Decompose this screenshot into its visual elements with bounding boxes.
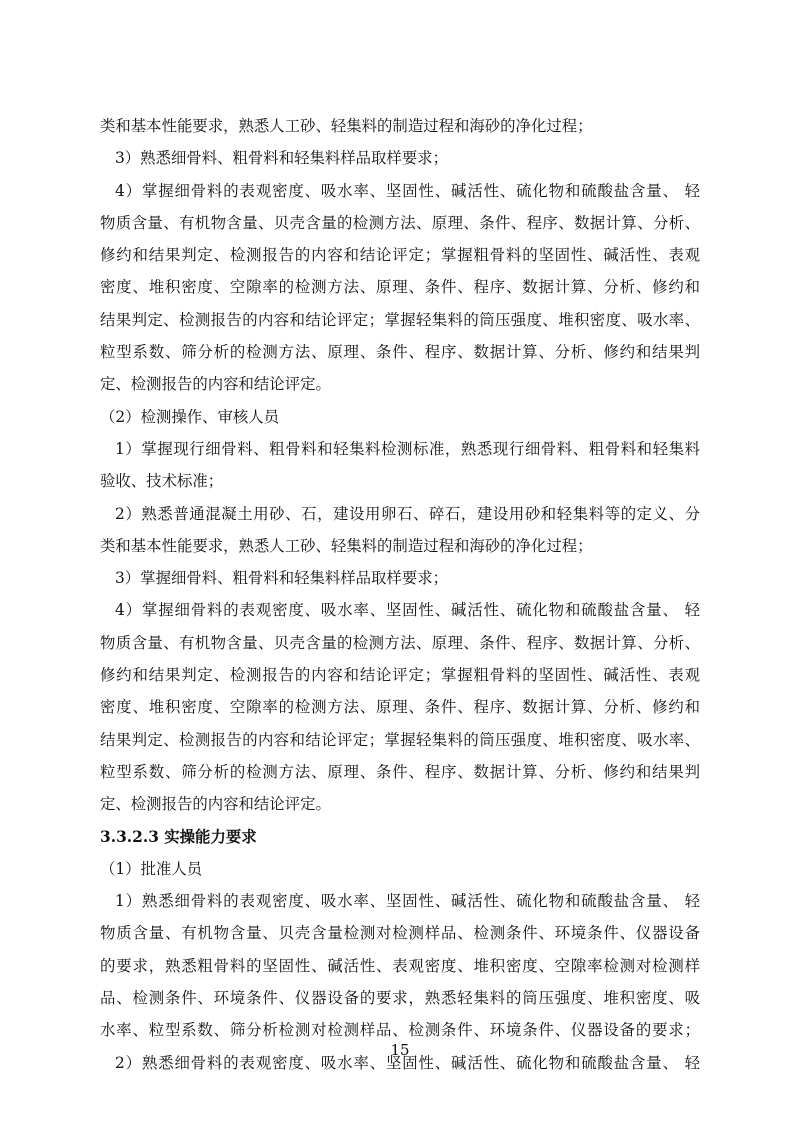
text-line: 物质含量、有机物含量、贝壳含量检测对检测样品、检测条件、环境条件、仪器设备 [100, 924, 700, 943]
text-line: 粒型系数、筛分析的检测方法、原理、条件、程序、数据计算、分析、修约和结果判 [100, 343, 700, 362]
text-line: 3）掌握细骨料、粗骨料和轻集料样品取样要求； [115, 569, 448, 588]
text-line: 1）熟悉细骨料的表观密度、吸水率、坚固性、碱活性、硫化物和硫酸盐含量、 轻 [115, 892, 700, 911]
body-text [100, 110, 700, 1079]
text-line: 水率、粒型系数、筛分析检测对检测样品、检测条件、环境条件、仪器设备的要求； [100, 1021, 700, 1040]
text-line: 物质含量、有机物含量、贝壳含量的检测方法、原理、条件、程序、数据计算、分析、 [100, 213, 700, 232]
text-line: 密度、堆积密度、空隙率的检测方法、原理、条件、程序、数据计算、分析、修约和 [100, 278, 700, 297]
text-line: 1）掌握现行细骨料、粗骨料和轻集料检测标准，熟悉现行细骨料、粗骨料和轻集料 [115, 439, 700, 458]
text-line: 2）熟悉普通混凝土用砂、石，建设用卵石、碎石，建设用砂和轻集料等的定义、分 [115, 504, 700, 523]
text-line: 结果判定、检测报告的内容和结论评定；掌握轻集料的筒压强度、堆积密度、吸水率、 [100, 310, 700, 329]
text-line: 4）掌握细骨料的表观密度、吸水率、坚固性、碱活性、硫化物和硫酸盐含量、 轻 [115, 601, 700, 620]
text-line: 品、检测条件、环境条件、仪器设备的要求，熟悉轻集料的筒压强度、堆积密度、吸 [100, 989, 700, 1008]
text-line: 验收、技术标准； [100, 472, 224, 491]
text-line: 定、检测报告的内容和结论评定。 [100, 795, 331, 814]
text-line: 密度、堆积密度、空隙率的检测方法、原理、条件、程序、数据计算、分析、修约和 [100, 698, 700, 717]
text-line: 结果判定、检测报告的内容和结论评定；掌握轻集料的筒压强度、堆积密度、吸水率、 [100, 730, 700, 749]
text-line: 修约和结果判定、检测报告的内容和结论评定；掌握粗骨料的坚固性、碱活性、表观 [100, 666, 700, 685]
text-line: 定、检测报告的内容和结论评定。 [100, 375, 331, 394]
text-line: 修约和结果判定、检测报告的内容和结论评定；掌握粗骨料的坚固性、碱活性、表观 [100, 246, 700, 265]
text-line: 3）熟悉细骨料、粗骨料和轻集料样品取样要求； [115, 149, 448, 168]
text-line: 类和基本性能要求，熟悉人工砂、轻集料的制造过程和海砂的净化过程； [100, 117, 593, 135]
text-line: 类和基本性能要求，熟悉人工砂、轻集料的制造过程和海砂的净化过程； [100, 536, 593, 555]
text-line: 粒型系数、筛分析的检测方法、原理、条件、程序、数据计算、分析、修约和结果判 [100, 762, 700, 781]
text-line: 2）熟悉细骨料的表观密度、吸水率、坚固性、碱活性、硫化物和硫酸盐含量、 轻 [115, 1053, 700, 1072]
text-line: （2）检测操作、审核人员 [100, 407, 280, 426]
text-line: （1）批准人员 [100, 859, 203, 878]
text-line: 的要求，熟悉粗骨料的坚固性、碱活性、表观密度、堆积密度、空隙率检测对检测样 [100, 956, 700, 975]
text-line: 4）掌握细骨料的表观密度、吸水率、坚固性、碱活性、硫化物和硫酸盐含量、 轻 [115, 181, 700, 200]
text-line: 物质含量、有机物含量、贝壳含量的检测方法、原理、条件、程序、数据计算、分析、 [100, 633, 700, 652]
page-number: 15 [390, 1041, 410, 1059]
section-heading: 3.3.2.3 实操能力要求 [100, 827, 257, 846]
